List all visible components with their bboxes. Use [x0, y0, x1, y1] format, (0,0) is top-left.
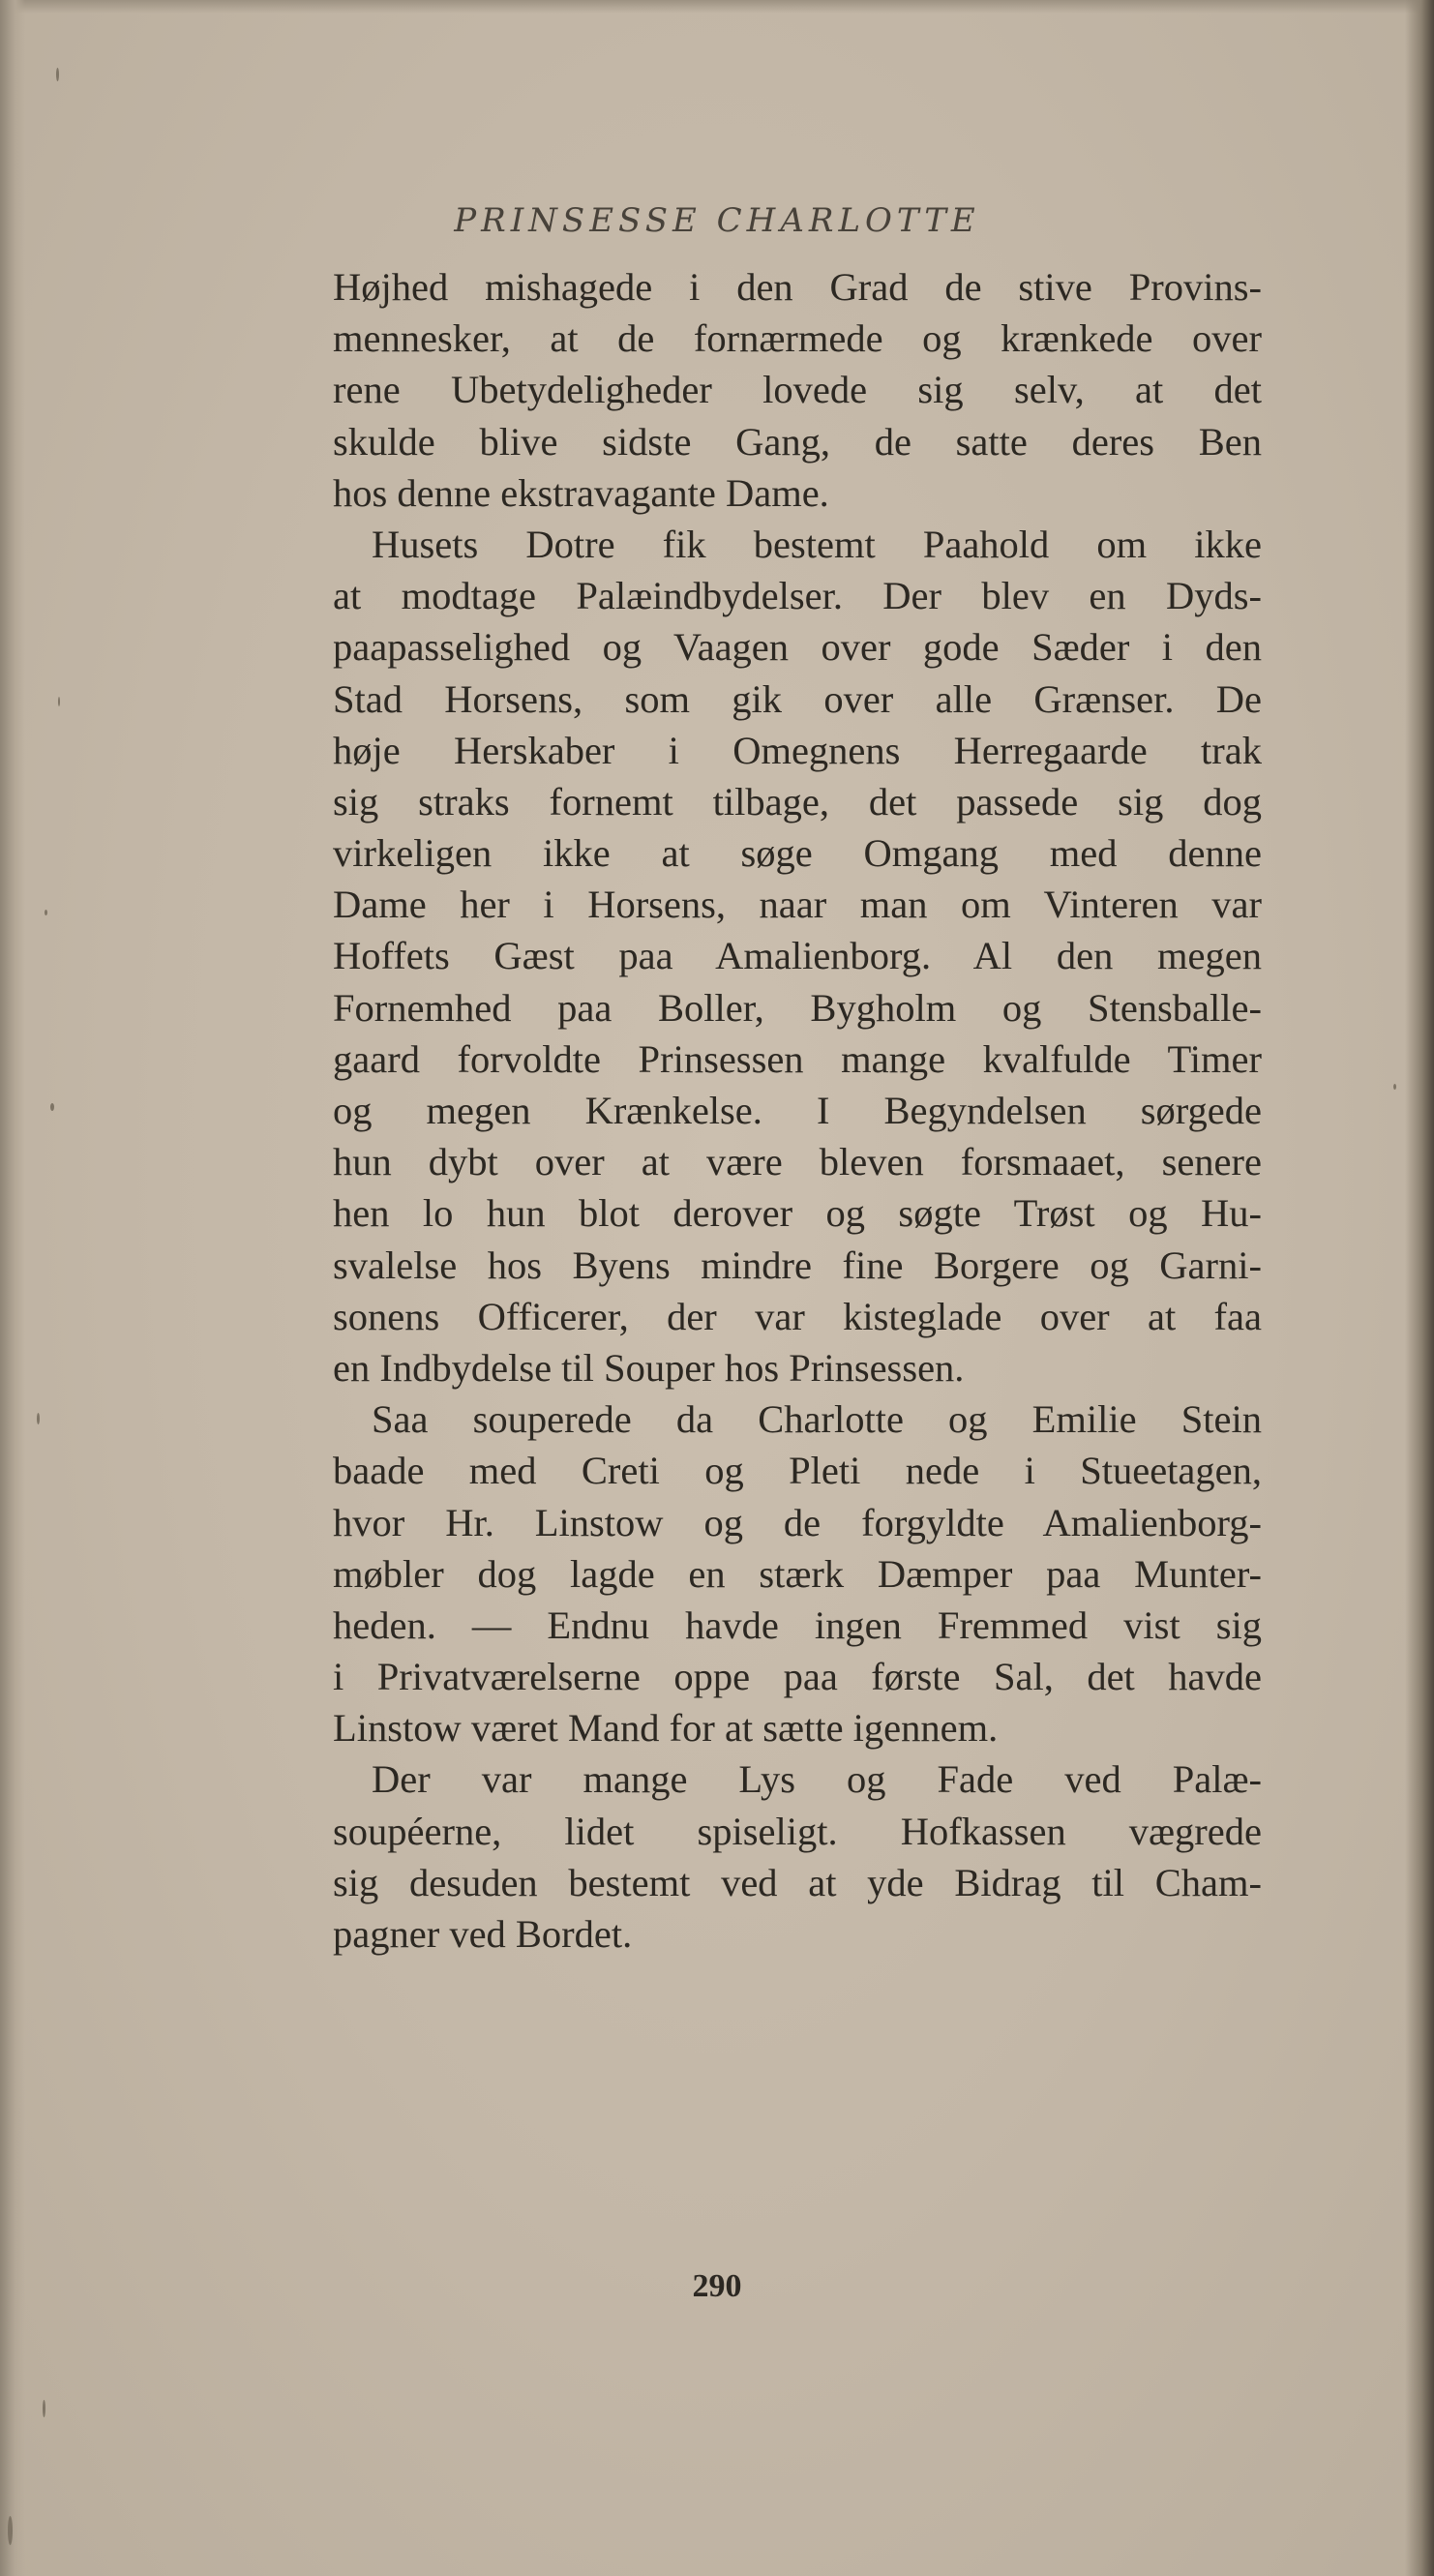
text-line: møbler dog lagde en stærk Dæmper paa Munter- [333, 1551, 1262, 1596]
text-line: virkeligen ikke at søge Omgang med denne [333, 831, 1262, 876]
text-line: Dame her i Horsens, naar man om Vinteren var [333, 883, 1262, 927]
text-line: mennesker, at de fornærmede og krænkede over [333, 316, 1262, 361]
paragraph [333, 1753, 1262, 1960]
text-line: hos denne ekstravagante Dame. [333, 470, 829, 515]
page-top-edge [0, 0, 1434, 14]
text-line: sonens Officerer, der var kisteglade over at faa [333, 1294, 1262, 1338]
text-line: Der var mange Lys og Fade ved Palæ- [372, 1757, 1262, 1802]
paragraph [333, 261, 1262, 519]
text-line: Hoffets Gæst paa Amalienborg. Al den megen [333, 934, 1262, 978]
text-line: pagner ved Bordet. [333, 1912, 633, 1956]
paragraph [333, 519, 1262, 1393]
paragraph [333, 1393, 1262, 1753]
text-line: og megen Krænkelse. I Begyndelsen sørgede [333, 1089, 1262, 1132]
text-line: en Indbydelse til Souper hos Prinsessen. [333, 1345, 965, 1390]
text-line: at modtage Palæindbydelser. Der blev en Dyds- [333, 574, 1262, 618]
body-text [333, 261, 1262, 1960]
text-line: Højhed mishagede i den Grad de stive Provins- [333, 265, 1262, 309]
page-left-edge [0, 0, 25, 2576]
text-line: Linstow været Mand for at sætte igennem. [333, 1706, 999, 1751]
text-line: rene Ubetydeligheder lovede sig selv, at det [333, 368, 1262, 412]
text-line: høje Herskaber i Omegnens Herregaarde trak [333, 728, 1262, 772]
text-line: sig straks fornemt tilbage, det passede sig dog [333, 779, 1262, 824]
text-line: baade med Creti og Pleti nede i Stueetagen, [333, 1449, 1262, 1493]
text-line: paapasselighed og Vaagen over gode Sæder i den [333, 625, 1262, 670]
text-line: hvor Hr. Linstow og de forgyldte Amalienborg- [333, 1500, 1262, 1544]
text-line: gaard forvoldte Prinsessen mange kvalfulde Timer [333, 1036, 1262, 1081]
text-line: svalelse hos Byens mindre fine Borgere og Garni- [333, 1243, 1262, 1287]
text-line: soupéerne, lidet spiseligt. Hofkassen vægrede [333, 1809, 1262, 1853]
text-line: Stad Horsens, som gik over alle Grænser. De [333, 676, 1262, 721]
text-line: Saa souperede da Charlotte og Emilie Stein [372, 1397, 1262, 1442]
page-right-edge [1405, 0, 1434, 2576]
text-line: hen lo hun blot derover og søgte Trøst og Hu- [333, 1191, 1262, 1236]
text-line: Fornemhed paa Boller, Bygholm og Stensballe- [333, 985, 1262, 1030]
text-line: i Privatværelserne oppe paa første Sal, det havde [333, 1655, 1262, 1699]
text-line: hun dybt over at være bleven forsmaaet, senere [333, 1140, 1262, 1184]
running-header: PRINSESSE CHARLOTTE [454, 201, 980, 240]
text-line: heden. — Endnu havde ingen Fremmed vist sig [333, 1603, 1262, 1647]
page-number: 290 [692, 2268, 742, 2304]
text-line: sig desuden bestemt ved at yde Bidrag til Cham- [333, 1860, 1262, 1904]
text-line: Husets Dotre fik bestemt Paahold om ikke [372, 522, 1262, 566]
text-line: skulde blive sidste Gang, de satte deres Ben [333, 419, 1262, 464]
